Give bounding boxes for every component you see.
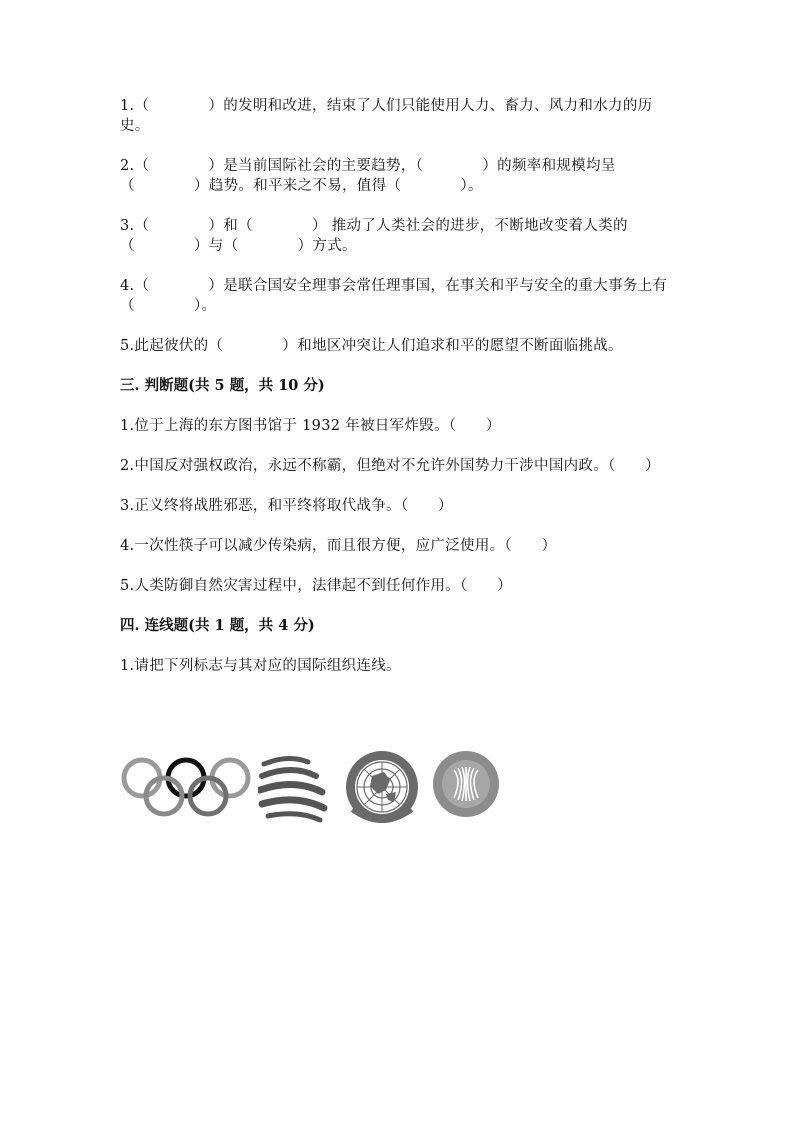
fill-in-question-3: 3.（ ）和（ ） 推动了人类社会的进步，不断地改变着人类的（ ）与（ ）方式。 [120, 218, 628, 254]
asean-emblem-icon [432, 750, 500, 818]
olympic-rings-icon [120, 750, 252, 820]
logo-row [120, 750, 510, 830]
match-section-title: 四. 连线题(共 1 题，共 4 分) [120, 617, 315, 634]
judge-question-4: 4.一次性筷子可以减少传染病，而且很方便，应广泛使用。（ ） [120, 538, 557, 554]
fill-in-question-2: 2.（ ）是当前国际社会的主要趋势，（ ）的频率和规模均呈（ ）趋势。和平来之不易，值得（ ）。 [120, 158, 616, 194]
fill-in-question-5: 5.此起彼伏的（ ）和地区冲突让人们追求和平的愿望不断面临挑战。 [120, 338, 623, 354]
judge-section-title: 三. 判断题(共 5 题，共 10 分) [120, 377, 325, 394]
match-question-1: 1.请把下列标志与其对应的国际组织连线。 [120, 658, 401, 674]
un-emblem-icon [340, 750, 424, 830]
judge-question-1: 1.位于上海的东方图书馆于 1932 年被日军炸毁。（ ） [120, 418, 501, 434]
fill-in-question-4: 4.（ ）是联合国安全理事会常任理事国，在事关和平与安全的重大事务上有（ ）。 [120, 278, 668, 314]
worksheet [120, 96, 676, 696]
judge-question-5: 5.人类防御自然灾害过程中，法律起不到任何作用。（ ） [120, 578, 512, 594]
fill-in-question-1: 1.（ ）的发明和改进，结束了人们只能使用人力、畜力、风力和水力的历史。 [120, 98, 653, 134]
wto-logo-icon [258, 750, 332, 826]
judge-question-2: 2.中国反对强权政治，永远不称霸，但绝对不允许外国势力干涉中国内政。（ ） [120, 458, 660, 474]
judge-question-3: 3.正义终将战胜邪恶，和平终将取代战争。（ ） [120, 498, 453, 514]
